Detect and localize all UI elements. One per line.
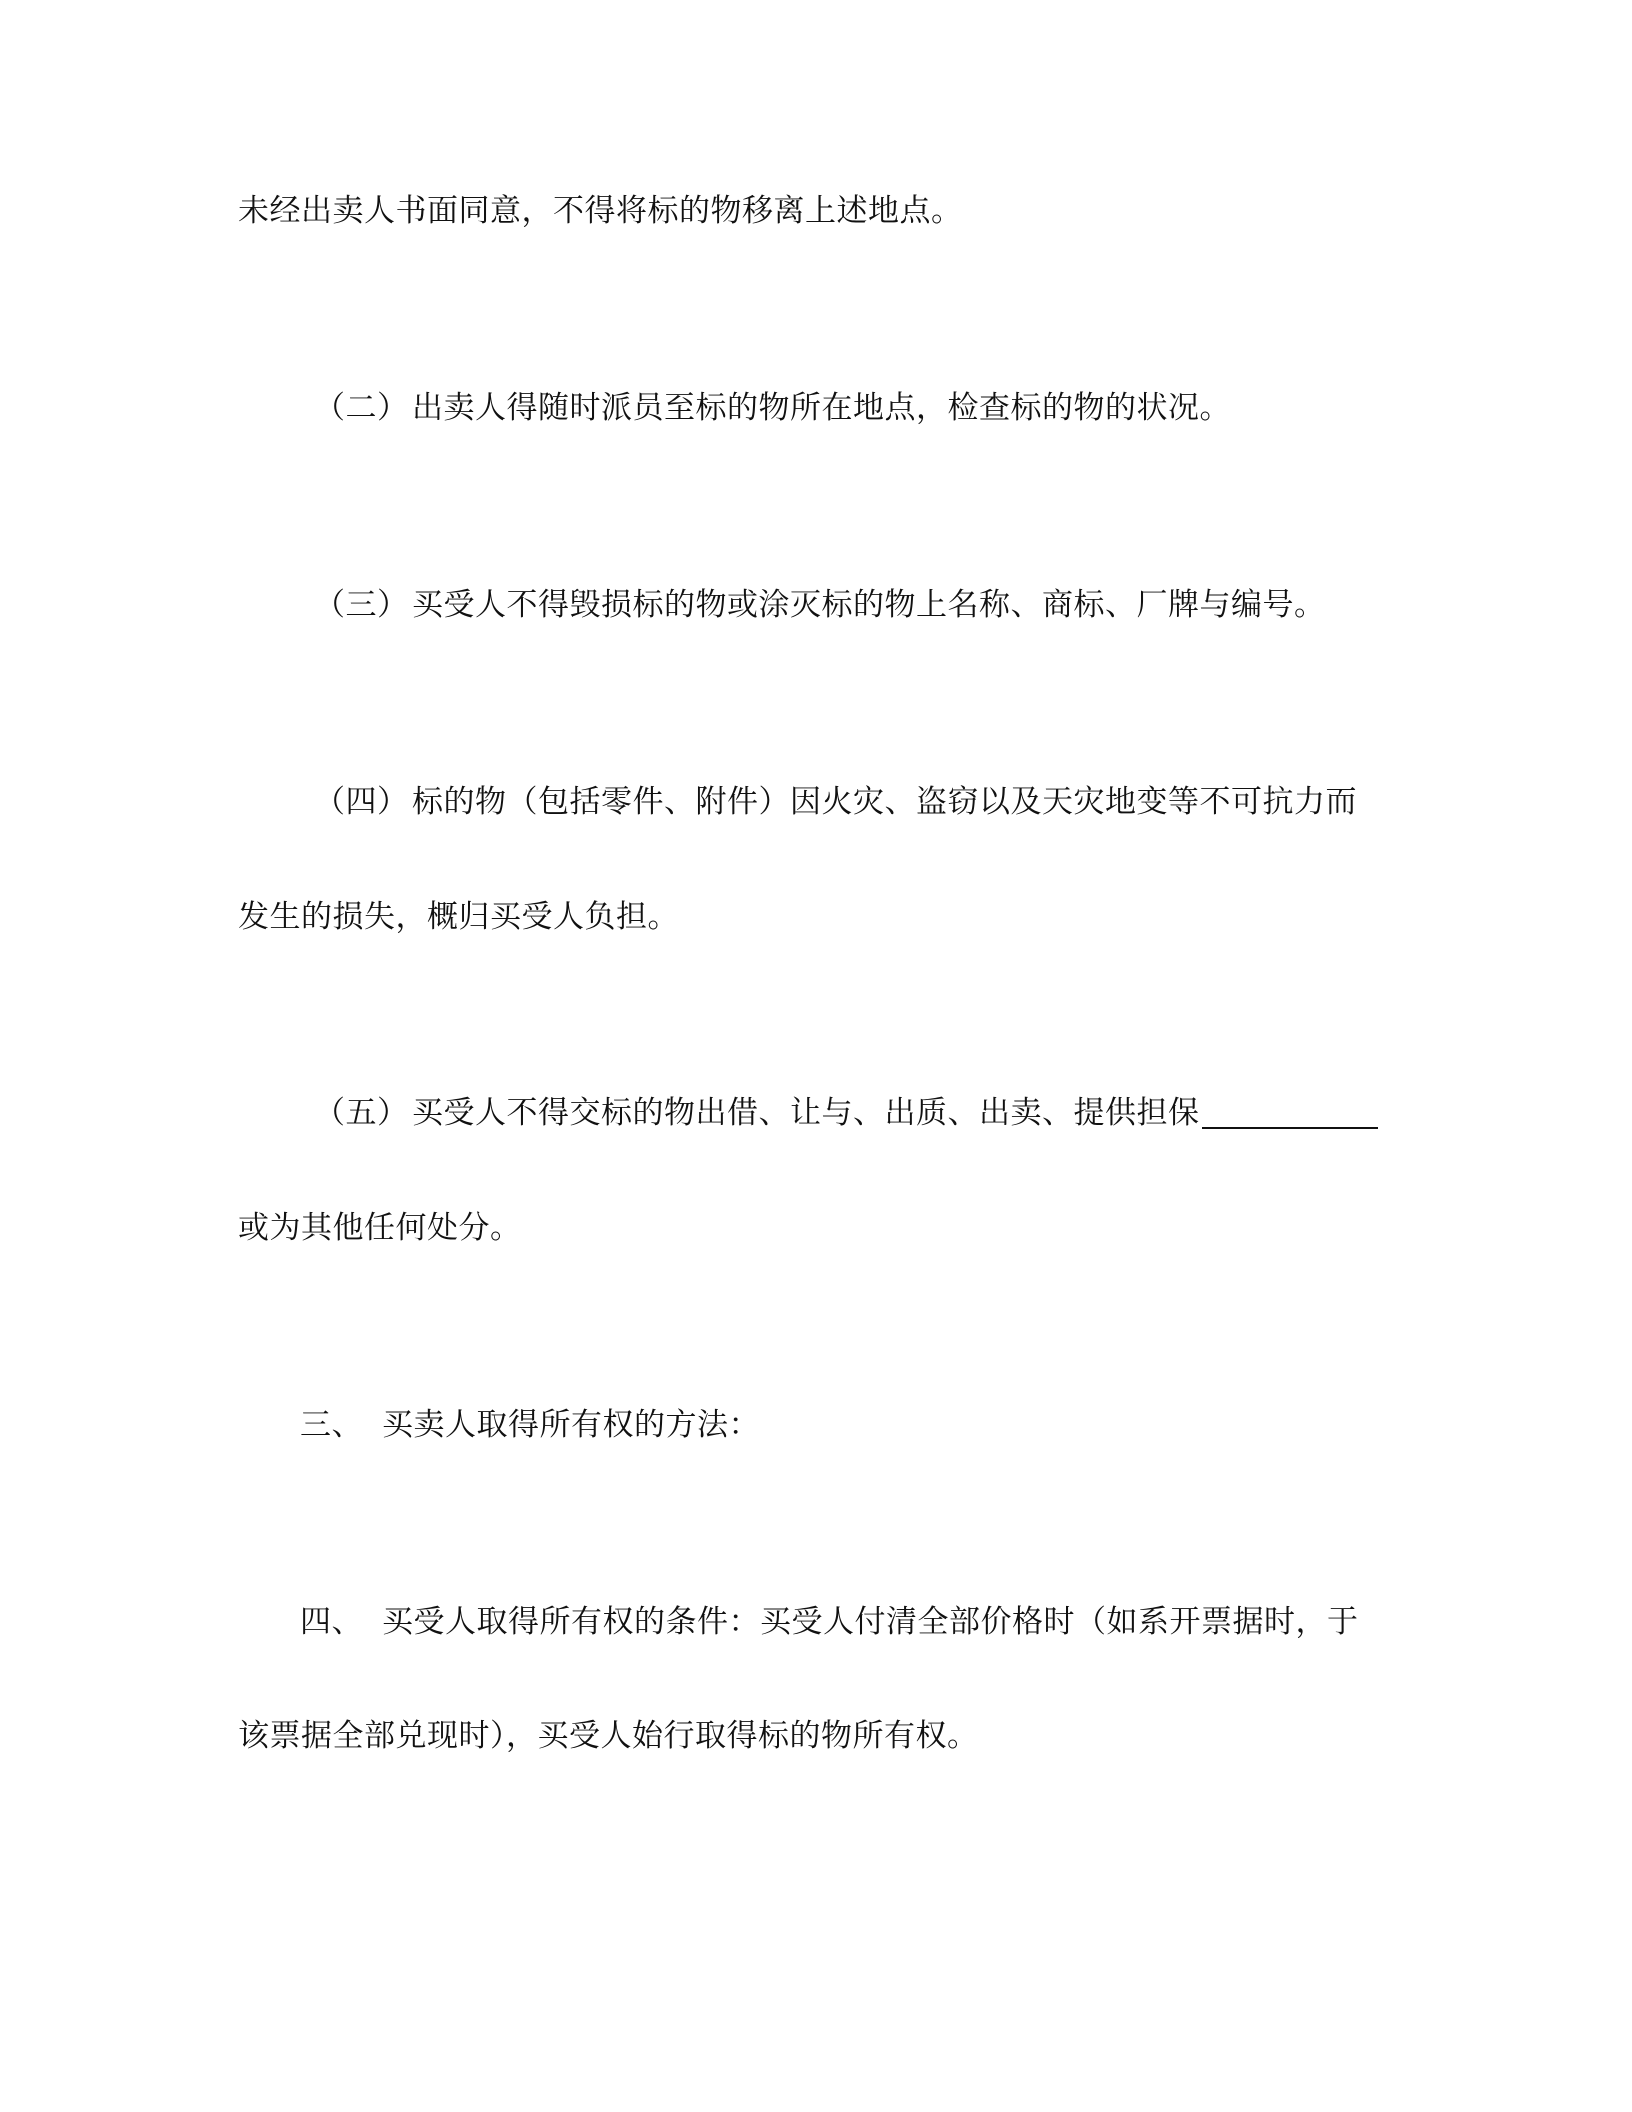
clause-4-continuation xyxy=(238,897,679,937)
clause-5 xyxy=(314,1093,1378,1133)
clause-text: 标的物（包括零件、附件）因火灾、盗窃以及天灾地变等不可抗力而 xyxy=(412,784,1357,820)
clause-text: 买受人不得毁损标的物或涂灭标的物上名称、商标、厂牌与编号。 xyxy=(412,587,1326,623)
clause-number: （五） xyxy=(314,1095,409,1131)
clause-5-continuation xyxy=(238,1208,522,1248)
clause-number: （四） xyxy=(314,784,409,820)
section-3 xyxy=(300,1405,760,1445)
clause-text: 出卖人得随时派员至标的物所在地点，检查标的物的状况。 xyxy=(412,390,1231,426)
clause-3 xyxy=(314,585,1326,625)
fill-in-blank[interactable] xyxy=(1202,1097,1378,1129)
line-text: 未经出卖人书面同意，不得将标的物移离上述地点。 xyxy=(238,193,963,229)
paragraph-continuation xyxy=(238,191,963,231)
clause-4 xyxy=(314,782,1357,822)
section-number: 四、 xyxy=(300,1604,363,1640)
clause-number: （二） xyxy=(314,390,409,426)
section-number: 三、 xyxy=(300,1407,363,1443)
section-text: 买受人取得所有权的条件：买受人付清全部价格时（如系开票据时，于 xyxy=(382,1604,1359,1640)
clause-text: 买受人不得交标的物出借、让与、出质、出卖、提供担保 xyxy=(412,1095,1200,1131)
clause-2 xyxy=(314,388,1231,428)
clause-number: （三） xyxy=(314,587,409,623)
line-text: 该票据全部兑现时），买受人始行取得标的物所有权。 xyxy=(238,1718,979,1754)
section-4-continuation xyxy=(238,1716,979,1756)
section-text: 买卖人取得所有权的方法： xyxy=(382,1407,760,1443)
line-text: 或为其他任何处分。 xyxy=(238,1210,522,1246)
line-text: 发生的损失，概归买受人负担。 xyxy=(238,899,679,935)
section-4 xyxy=(300,1602,1359,1642)
